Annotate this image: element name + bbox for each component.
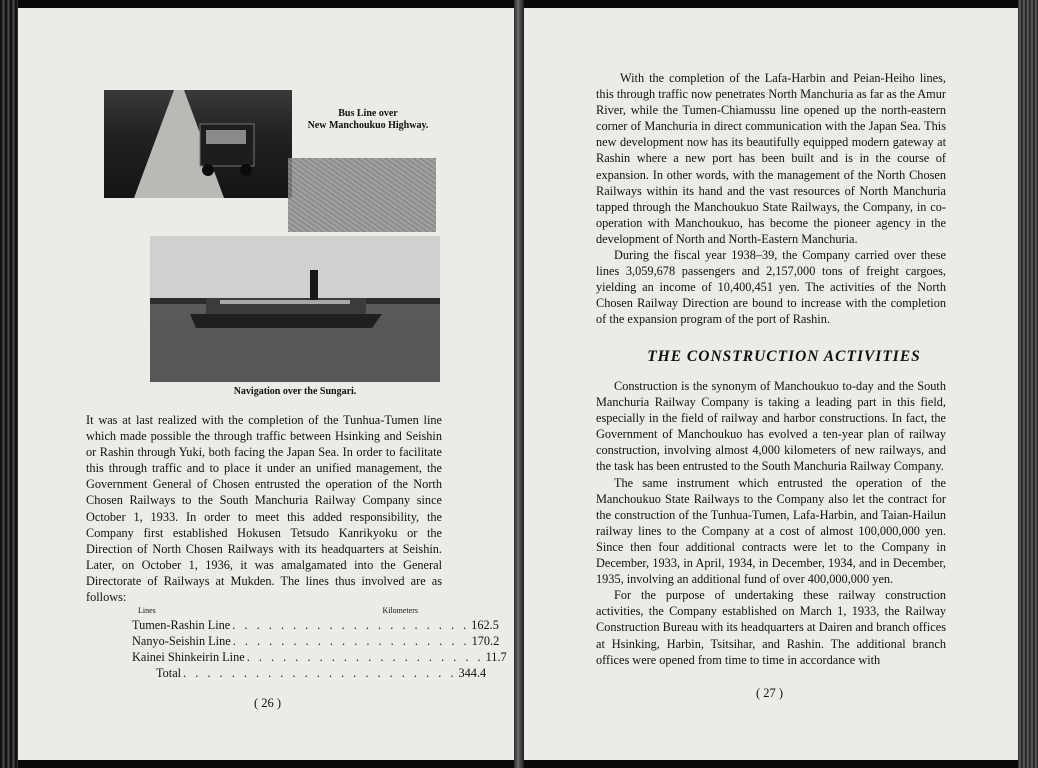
field-photo [288,158,436,232]
book-left-edge [0,0,18,768]
total-km: 344.4 [458,666,487,680]
page-number-right: ( 27 ) [756,686,784,700]
table-total-row [132,665,487,681]
book-right-edge [1018,0,1038,768]
steamboat-photo [150,236,440,382]
line-km: 162.5 [471,618,499,632]
table-row [132,633,500,649]
boat-photo-caption: Navigation over the Sungari. [233,386,357,397]
total-label: Total [156,666,182,680]
line-km: 170.2 [471,634,500,648]
line-name: Tumen-Rashin Line [132,618,231,632]
left-body-text [86,412,442,605]
right-page [524,8,1018,760]
leader-dots: . . . . . . . . . . . . . . . . . . . . [246,650,484,664]
bus-caption-line2: New Manchoukuo Highway. [307,120,429,131]
right-paragraph: With the completion of the Lafa-Harbin and Peian-Heiho lines, this through traffic now penetrates North Manchuria as far as the Amur River, while the Tumen-Chiamussu line opened up the north-eastern corner of Manchuria in direct communication with the Japan Sea. This new development now has its beautifully equipped modern gateway at Rashin where a new port has been built and is in the course of expansion. In other words, with the management of the North Chosen Railways within its hand and the vast resources of North Manchuria tapped through the Manchoukuo State Railways, the Company, in co-operation with Manchoukuo, has become the pioneer agency in the development of North and North-Eastern Manchuria. [596,71,946,246]
lines-table [132,606,507,681]
book-gutter [514,0,524,768]
kilometers-column-header: Kilometers [382,606,418,615]
table-row [132,649,507,665]
bus-photo [104,90,292,198]
bus-caption-line1: Bus Line over [338,108,398,119]
right-paragraph: Construction is the synonym of Manchoukuo to-day and the South Manchuria Railway Company is taking a leading part in this field, especially in the field of railway and harbor constructions. In fact, the Government of Manchoukuo has evolved a ten-year plan of railway construction, involving almost 4,000 kilometers of new railways, and the task has been entrusted to the South Manchuria Railway Company. [596,379,946,474]
right-intro-text [596,70,946,328]
left-page [18,8,514,760]
section-title: THE CONSTRUCTION ACTIVITIES [647,348,921,365]
lines-column-header: Lines [138,606,156,615]
left-paragraph: It was at last realized with the completion of the Tunhua-Tumen line which made possible the through traffic between Hsinking and Seishin or Rashin through Yuki, both facing the Japan Sea. In order to facilitate this through traffic and to place it under an unified management, the Government General of Chosen entrusted the operation of the North Chosen Railways to the South Manchuria Railway Company since October 1, 1933. In order to meet this added responsibility, the Company first established Hokusen Tetsudo Kanrikyoku or the Direction of North Chosen Railways with its headquarters at Seishin. Later, on October 1, 1936, it was amalgamated into the General Directorate of Railways at Mukden. The lines thus involved are as follows: [86,413,442,605]
lines-table-header [132,606,422,617]
line-name: Kainei Shinkeirin Line [132,650,245,664]
page-number-left: ( 26 ) [254,696,282,710]
right-section-text [596,378,946,668]
leader-dots: . . . . . . . . . . . . . . . . . . . . [232,634,470,648]
line-name: Nanyo-Seishin Line [132,634,231,648]
table-row [132,617,499,633]
right-paragraph: The same instrument which entrusted the operation of the Manchoukuo State Railways to the Company also let the contract for the construction of the Tunhua-Tumen, Lafa-Harbin, and Taian-Hailun railway lines to the Company at a cost of almost 100,000,000 yen. Since then four additional contracts were let to the Company in December, 1933, in April, 1934, in December, 1934, and in December, 1935, involving an additional fund of over 400,000,000 yen. [596,475,946,587]
right-paragraph: During the fiscal year 1938–39, the Company carried over these lines 3,059,678 passengers and 2,157,000 tons of freight cargoes, yielding an income of 10,400,451 yen. The activities of the North Chosen Railway Direction are bound to increase with the completion of the expansion program of the port of Rashin. [596,248,946,327]
leader-dots: . . . . . . . . . . . . . . . . . . . . . . . [183,666,457,680]
line-km: 11.7 [485,650,507,664]
right-paragraph: For the purpose of undertaking these railway construction activities, the Company established on March 1, 1933, the Railway Construction Bureau with its headquarters at Dairen and branch offices at Hsinking, Harbin, Tsitsihar, and Rashin. The additional branch offices were opened from time to time in accordance with [596,588,946,667]
bus-photo-caption [298,108,438,132]
leader-dots: . . . . . . . . . . . . . . . . . . . . [232,618,470,632]
